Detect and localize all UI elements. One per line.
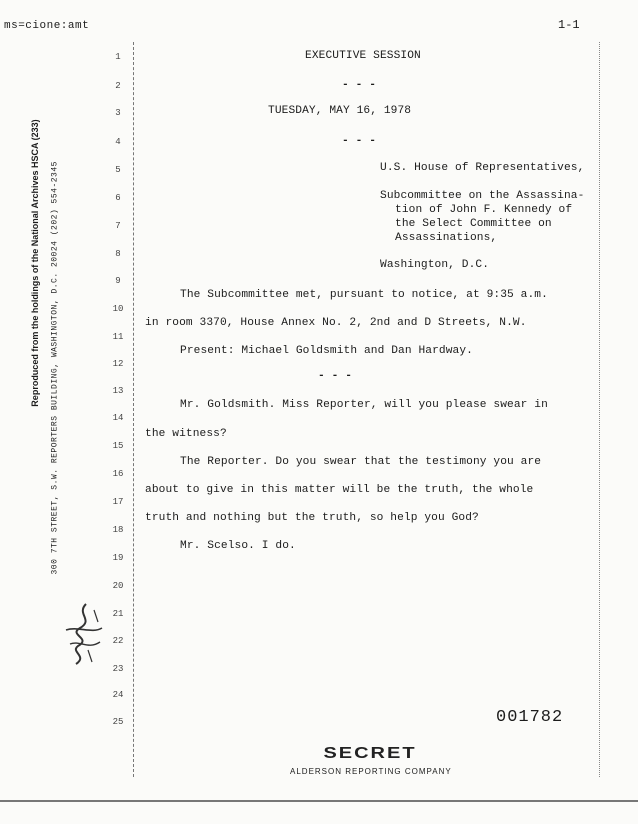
line-number: 7 [115,221,121,231]
street-address: 300 7TH STREET, S.W. REPORTERS BUILDING, WASHINGTON, D.C. 20024 (202) 554-2345 [50,161,60,575]
document-number: 001782 [496,708,564,727]
location-line: U.S. House of Representatives, [380,162,585,174]
line-number: 15 [112,441,124,451]
paragraph-line: in room 3370, House Annex No. 2, 2nd and D Streets, N.W. [145,317,527,329]
paragraph-line: Mr. Goldsmith. Miss Reporter, will you please swear in [180,399,548,411]
location-line: Assassinations, [395,232,498,244]
location-line: the Select Committee on [395,218,552,230]
reporting-company: ALDERSON REPORTING COMPANY [290,767,452,776]
location-line: Washington, D.C. [380,259,490,271]
archive-note: Reproduced from the holdings of the National Archives HSCA (233) [30,119,40,407]
line-number: 21 [112,609,124,619]
paragraph-line: truth and nothing but the truth, so help you God? [145,512,479,524]
line-number: 24 [112,690,124,700]
line-number: 14 [112,413,124,423]
line-number: 16 [112,469,124,479]
line-number: 1 [115,52,121,62]
session-date: TUESDAY, MAY 16, 1978 [268,105,412,117]
line-number: 19 [112,553,124,563]
handwritten-signature [58,600,108,670]
location-line: Subcommittee on the Assassina- [380,190,585,202]
right-margin-line [599,42,600,777]
line-number: 23 [112,664,124,674]
separator: - - - [342,79,377,91]
line-number: 4 [115,137,121,147]
classification-stamp: SECRET [323,744,417,762]
line-number: 5 [115,165,121,175]
line-number: 22 [112,636,124,646]
line-number: 2 [115,81,121,91]
reporter-initials: ms=cione:amt [4,20,90,32]
location-line: tion of John F. Kennedy of [395,204,573,216]
line-number: 18 [112,525,124,535]
paragraph-line: The Subcommittee met, pursuant to notice, at 9:35 a.m. [180,289,548,301]
bottom-rule [0,800,638,802]
page-number: 1-1 [558,18,580,32]
line-number: 25 [112,717,124,727]
left-margin-line [133,42,134,777]
line-number: 13 [112,386,124,396]
line-number: 12 [112,359,124,369]
paragraph-line: Present: Michael Goldsmith and Dan Hardway. [180,345,473,357]
line-number: 10 [112,304,124,314]
paragraph-line: Mr. Scelso. I do. [180,540,296,552]
line-number: 9 [115,276,121,286]
line-number: 11 [112,332,124,342]
paragraph-line: The Reporter. Do you swear that the testimony you are [180,456,542,468]
line-number: 3 [115,108,121,118]
footer-stamp [290,742,450,776]
line-number: 8 [115,249,121,259]
separator: - - - [342,135,377,147]
line-number: 17 [112,497,124,507]
session-title: EXECUTIVE SESSION [305,50,421,62]
separator: - - - [318,370,353,382]
line-number: 20 [112,581,124,591]
paragraph-line: about to give in this matter will be the truth, the whole [145,484,534,496]
line-number: 6 [115,193,121,203]
paragraph-line: the witness? [145,428,227,440]
